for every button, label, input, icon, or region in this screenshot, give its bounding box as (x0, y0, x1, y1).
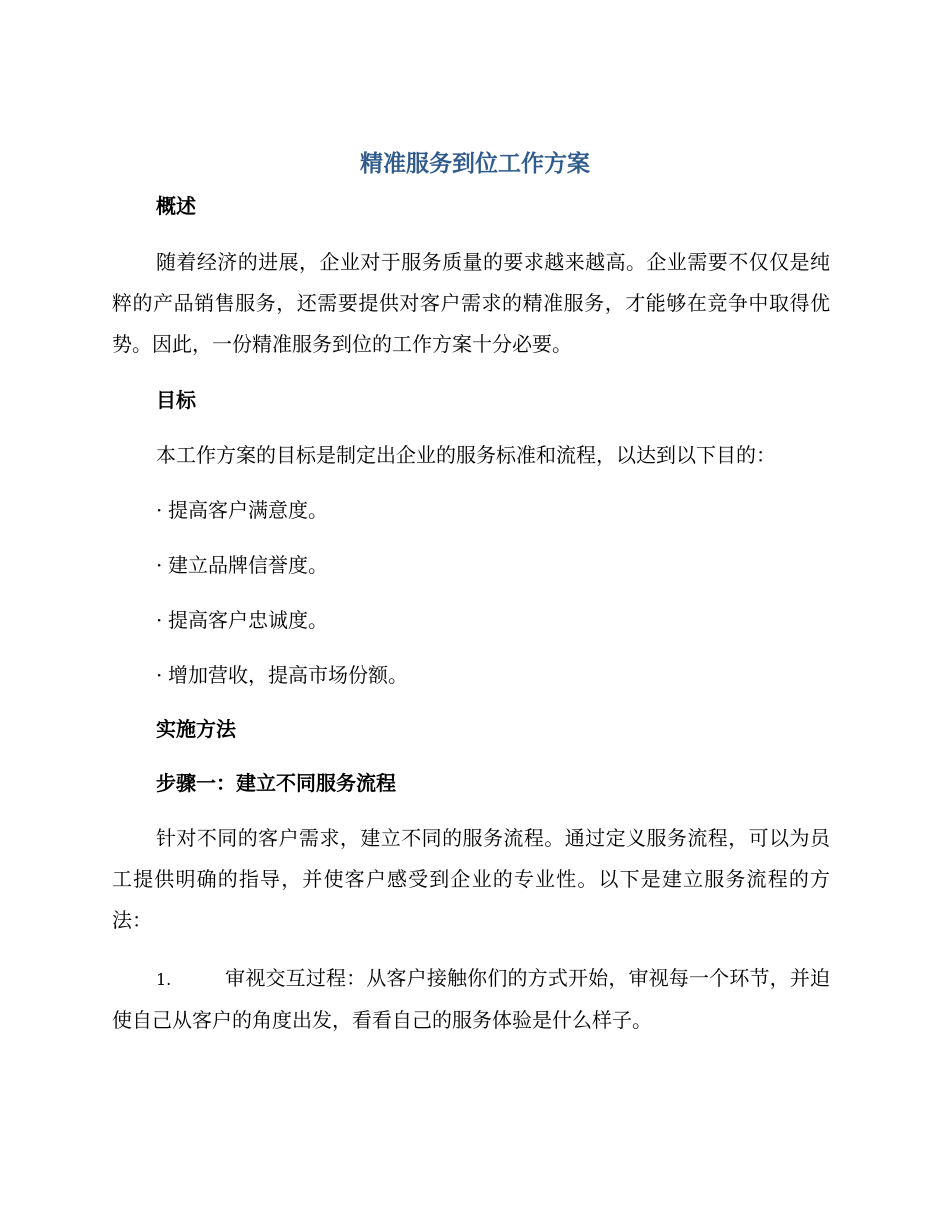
goal-intro: 本工作方案的目标是制定出企业的服务标准和流程，以达到以下目的： (156, 443, 776, 467)
goal-bullet-item (156, 495, 328, 525)
bullet-marker: · (156, 608, 163, 632)
goal-bullet-text: 提高客户忠诚度。 (168, 608, 328, 632)
goal-bullet-text: 建立品牌信誉度。 (168, 553, 328, 577)
goal-bullet-item (156, 550, 328, 580)
item-number: 1. (156, 970, 172, 989)
item-text: 审视交互过程：从客户接触你们的方式开始，审视每一个环节，并迫使自己从客户的角度出发，看看自己的服务体验是什么样子。 (112, 966, 830, 1032)
overview-heading: 概述 (156, 194, 196, 218)
goal-bullet-text: 增加营收，提高市场份额。 (168, 663, 408, 687)
method-heading: 实施方法 (156, 717, 236, 741)
goal-heading: 目标 (156, 388, 196, 412)
step1-paragraph: 针对不同的客户需求，建立不同的服务流程。通过定义服务流程，可以为员工提供明确的指导，并使客户感受到企业的专业性。以下是建立服务流程的方法： (112, 826, 830, 932)
goal-bullet-item (156, 605, 328, 635)
overview-paragraph: 随着经济的进展，企业对于服务质量的要求越来越高。企业需要不仅仅是纯粹的产品销售服务，还需要提供对客户需求的精准服务，才能够在竞争中取得优势。因此，一份精准服务到位的工作方案十分必要。 (112, 250, 830, 356)
step1-numbered-item (112, 958, 830, 1041)
bullet-marker: · (156, 553, 163, 577)
bullet-marker: · (156, 498, 163, 522)
goal-bullet-item (156, 660, 408, 690)
step1-heading: 步骤一：建立不同服务流程 (156, 771, 396, 795)
goal-bullet-text: 提高客户满意度。 (168, 498, 328, 522)
document-title: 精准服务到位工作方案 (360, 151, 590, 177)
bullet-marker: · (156, 663, 163, 687)
